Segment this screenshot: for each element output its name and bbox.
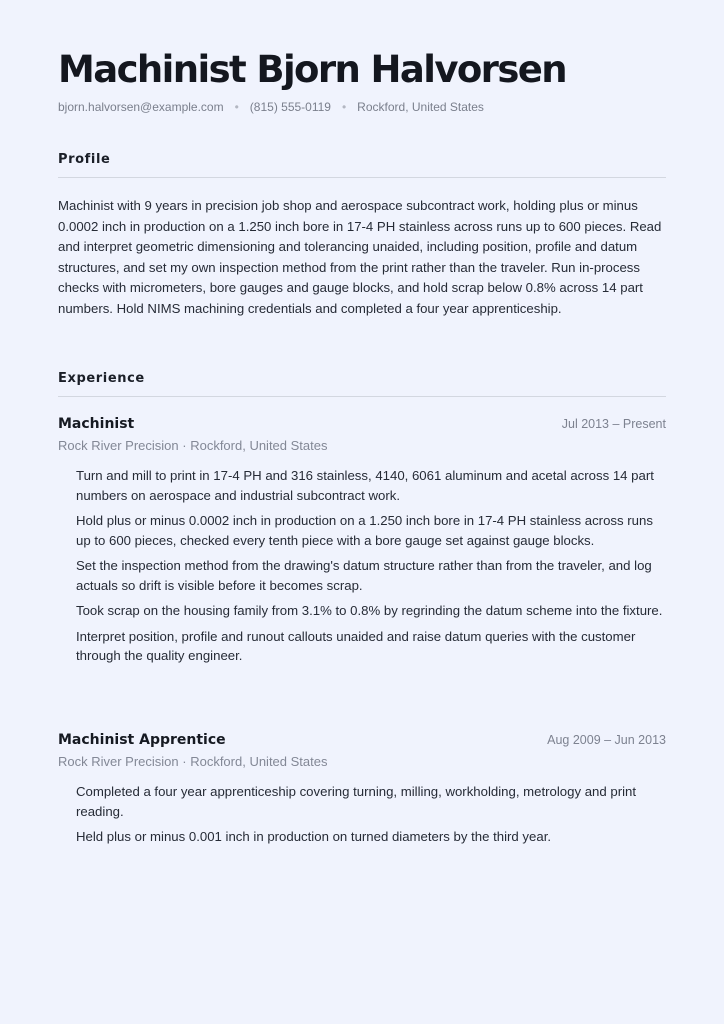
job-bullet: Interpret position, profile and runout callouts unaided and raise datum queries with the customer through the quality engineer. <box>76 628 636 663</box>
job-bullets <box>58 782 666 847</box>
profile-summary: Machinist with 9 years in precision job shop and aerospace subcontract work, holding plus or minus 0.0002 inch in production on a 1.250 inch bore in 17-4 PH stainless across runs up to 600 pieces. Read and interpret geometric dimensioning and tolerancing unaided, including position, profile and datum structures, and set my own inspection method from the print rather than the traveler. Run in-process checks with micrometers, bore gauges and gauge blocks, and hold scrap below 0.8% across 14 part numbers. Hold NIMS machining credentials and completed a four year apprenticeship. <box>58 198 662 316</box>
job-header <box>58 732 666 754</box>
location-text: Rockford, United States <box>357 100 484 114</box>
job-bullets <box>58 466 666 666</box>
job-title: Machinist Apprentice <box>58 732 226 748</box>
job-dates: Aug 2009 – Jun 2013 <box>547 733 666 747</box>
contact-line <box>58 100 484 114</box>
job-bullet: Held plus or minus 0.001 inch in production on turned diameters by the third year. <box>76 829 552 844</box>
job-bullet: Set the inspection method from the drawing's datum structure rather than from the traveler, and log actuals so drift is visible before it becomes scrap. <box>76 558 652 593</box>
phone-text: (815) 555-0119 <box>249 100 331 114</box>
job-header <box>58 416 666 438</box>
job-entry <box>58 416 666 672</box>
job-bullet: Took scrap on the housing family from 3.1% to 0.8% by regrinding the datum scheme into the fixture. <box>76 603 663 618</box>
experience-heading: Experience <box>58 371 145 386</box>
job-bullet: Hold plus or minus 0.0002 inch in production on a 1.250 inch bore in 17-4 PH stainless across runs up to 600 pieces, checked every tenth piece with a bore gauge set against gauge blocks. <box>76 513 653 548</box>
job-bullet: Turn and mill to print in 17-4 PH and 316 stainless, 4140, 6061 aluminum and acetal across 14 part numbers on aerospace and industrial subcontract work. <box>76 468 654 503</box>
email-text: bjorn.halvorsen@example.com <box>58 100 224 114</box>
job-employer: Rock River Precision · Rockford, United States <box>58 754 328 769</box>
contact-separator: • <box>234 100 239 114</box>
candidate-name: Machinist Bjorn Halvorsen <box>58 48 566 91</box>
job-dates: Jul 2013 – Present <box>561 417 666 431</box>
section-divider <box>58 396 666 397</box>
contact-separator: • <box>341 100 347 114</box>
job-bullet: Completed a four year apprenticeship covering turning, milling, workholding, metrology and print reading. <box>76 784 637 819</box>
section-divider <box>58 177 666 178</box>
job-employer: Rock River Precision · Rockford, United States <box>58 438 328 453</box>
job-title: Machinist <box>58 416 135 432</box>
job-entry <box>58 732 666 853</box>
profile-heading: Profile <box>58 152 111 167</box>
